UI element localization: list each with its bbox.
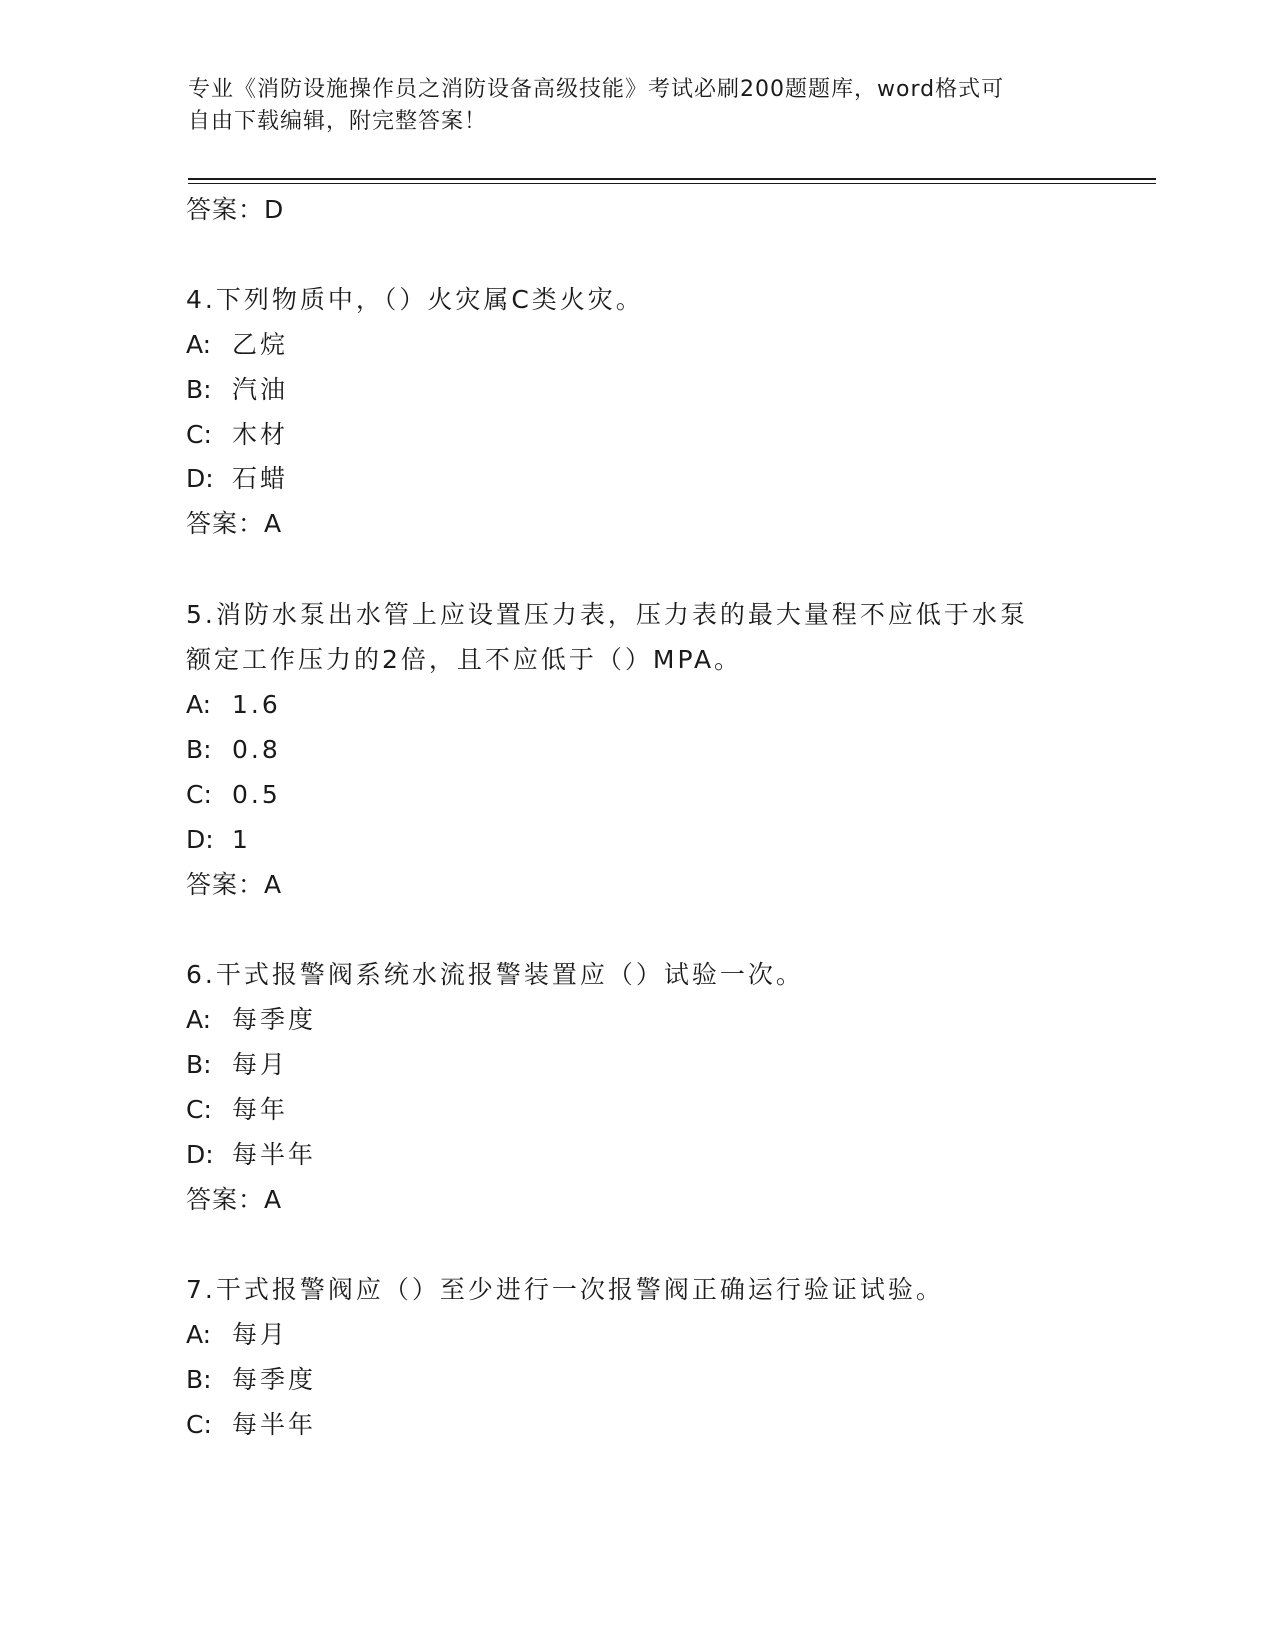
option-label: D: [186,1140,214,1169]
question-6-option-a [186,1003,316,1037]
header-rule-thin [188,183,1156,184]
question-5-option-a [186,688,281,722]
option-label: A: [186,1320,212,1349]
question-4-answer: 答案：A [186,509,283,538]
option-text: 0.5 [232,780,281,809]
document-header [188,74,1088,138]
option-text: 每季度 [232,1365,317,1394]
question-5-option-b [186,733,281,767]
header-rule-thick [188,178,1156,180]
option-label: D: [186,825,214,854]
question-7-option-a [186,1318,288,1352]
option-label: C: [186,1095,212,1124]
option-label: C: [186,780,212,809]
option-text: 每月 [232,1320,289,1349]
option-text: 石蜡 [232,464,289,493]
option-text: 汽油 [232,375,289,404]
option-text: 每年 [232,1095,289,1124]
question-6-option-d [186,1138,316,1172]
question-7-option-b [186,1363,316,1397]
question-5-stem-line-2: 额定工作压力的2倍，且不应低于（）MPA。 [186,645,743,674]
question-5-answer: 答案：A [186,870,283,899]
question-4-option-b [186,373,288,407]
option-label: B: [186,1365,212,1394]
question-7-option-c [186,1408,316,1442]
question-6-stem: 6.干式报警阀系统水流报警装置应（）试验一次。 [186,960,804,989]
option-text: 1.6 [232,690,281,719]
option-text: 1 [232,825,251,854]
question-4-option-d [186,462,288,496]
question-6-answer: 答案：A [186,1185,283,1214]
option-label: A: [186,690,212,719]
question-6-option-c [186,1093,288,1127]
header-line-1: 专业《消防设施操作员之消防设备高级技能》考试必刷200题题库，word格式可 [188,77,1005,102]
option-label: A: [186,1005,212,1034]
option-text: 每半年 [232,1140,317,1169]
option-text: 每季度 [232,1005,317,1034]
question-4-option-c [186,418,288,452]
previous-answer: 答案：D [186,195,285,224]
question-6-option-b [186,1048,288,1082]
question-5-option-c [186,778,281,812]
option-label: D: [186,464,214,493]
option-label: A: [186,330,212,359]
option-text: 乙烷 [232,330,289,359]
option-label: B: [186,735,212,764]
option-label: C: [186,420,212,449]
option-label: B: [186,1050,212,1079]
question-7-stem: 7.干式报警阀应（）至少进行一次报警阀正确运行验证试验。 [186,1275,944,1304]
option-text: 每月 [232,1050,289,1079]
option-label: B: [186,375,212,404]
question-4-stem: 4.下列物质中，（）火灾属C类火灾。 [186,285,644,314]
question-5-stem-line-1: 5.消防水泵出水管上应设置压力表，压力表的最大量程不应低于水泵 [186,600,1028,629]
option-text: 0.8 [232,735,281,764]
question-4-option-a [186,328,288,362]
option-label: C: [186,1410,212,1439]
option-text: 每半年 [232,1410,317,1439]
option-text: 木材 [232,420,289,449]
question-5-option-d [186,823,251,857]
header-line-2: 自由下载编辑，附完整答案！ [188,109,488,134]
